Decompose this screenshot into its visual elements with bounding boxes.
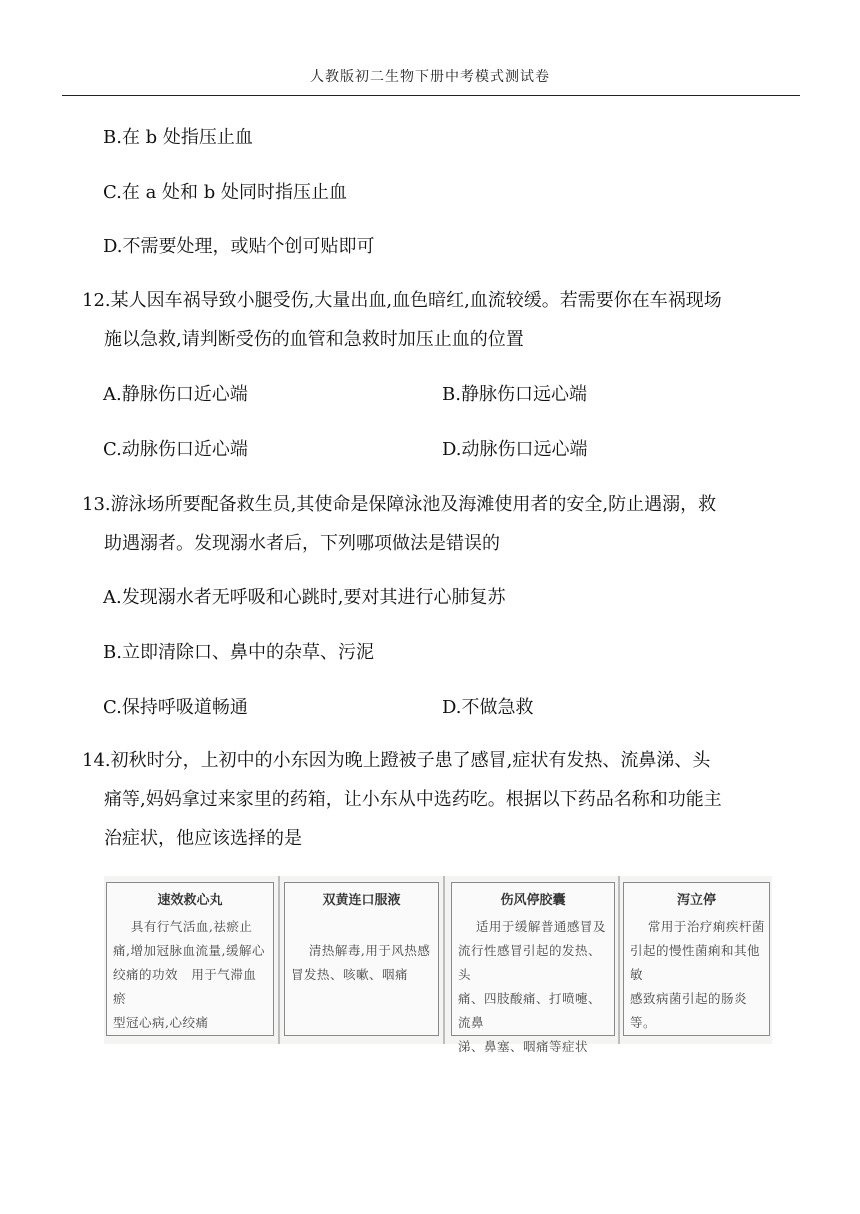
q12-stem-line1: 12.某人因车祸导致小腿受伤,大量出血,血色暗红,血流较缓。若需要你在车祸现场 bbox=[82, 290, 722, 311]
medicine-name: 双黄连口服液 bbox=[322, 893, 401, 908]
card-separator bbox=[278, 876, 280, 1044]
q14-stem-line1: 14.初秋时分，上初中的小东因为晚上蹬被子患了感冒,症状有发热、流鼻涕、头 bbox=[82, 750, 711, 771]
q13-stem-line1: 13.游泳场所要配备救生员,其使命是保障泳池及海滩使用者的安全,防止遇溺，救 bbox=[82, 494, 717, 515]
q12-stem-line2: 施以急救,请判断受伤的血管和急救时加压止血的位置 bbox=[104, 329, 524, 350]
q12-option-a: A.静脉伤口近心端 bbox=[103, 384, 248, 405]
medicine-cards-image bbox=[104, 876, 772, 1054]
medicine-name: 伤风停胶囊 bbox=[500, 893, 566, 908]
medicine-name: 泻立停 bbox=[676, 893, 716, 908]
q13-option-b: B.立即清除口、鼻中的杂草、污泥 bbox=[103, 642, 374, 663]
medicine-description: 清热解毒,用于风热感 冒发热、咳嗽、咽痛 bbox=[291, 943, 431, 982]
q14-stem-line2: 痛等,妈妈拿过来家里的药箱，让小东从中选药吃。根据以下药品名称和功能主 bbox=[104, 789, 722, 810]
medicine-card bbox=[106, 882, 274, 1036]
medicine-description: 适用于缓解普通感冒及 流行性感冒引起的发热、头 痛、四肢酸痛、打喷嚏、流鼻 涕、鼻塞、咽痛等症状 bbox=[458, 919, 606, 1054]
medicine-card bbox=[623, 882, 770, 1036]
q11-option-c: C.在 a 处和 b 处同时指压止血 bbox=[103, 182, 347, 203]
q12-option-b: B.静脉伤口远心端 bbox=[442, 384, 587, 405]
q12-option-d: D.动脉伤口远心端 bbox=[442, 439, 588, 460]
medicine-card bbox=[284, 882, 439, 1036]
header-divider bbox=[62, 95, 800, 96]
q11-option-b: B.在 b 处指压止血 bbox=[103, 127, 253, 148]
q14-stem-line3: 治症状，他应该选择的是 bbox=[104, 828, 302, 849]
q11-option-d: D.不需要处理，或贴个创可贴即可 bbox=[103, 236, 375, 257]
q13-option-c: C.保持呼吸道畅通 bbox=[103, 697, 248, 718]
medicine-description: 具有行气活血,祛瘀止 痛,增加冠脉血流量,缓解心 绞痛的功效 用于气滞血瘀 型冠心病,心绞痛 bbox=[113, 919, 265, 1030]
q13-option-d: D.不做急救 bbox=[442, 697, 534, 718]
q13-option-a: A.发现溺水者无呼吸和心跳时,要对其进行心肺复苏 bbox=[103, 587, 506, 608]
medicine-name: 速效救心丸 bbox=[157, 893, 223, 908]
q12-option-c: C.动脉伤口近心端 bbox=[103, 439, 248, 460]
card-separator bbox=[443, 876, 445, 1044]
card-separator bbox=[618, 876, 620, 1044]
medicine-description: 常用于治疗痢疾杆菌 引起的慢性菌痢和其他敏 感致病菌引起的肠炎等。 bbox=[630, 919, 765, 1030]
page-header: 人教版初二生物下册中考模式测试卷 bbox=[310, 69, 550, 85]
q13-stem-line2: 助遇溺者。发现溺水者后，下列哪项做法是错误的 bbox=[104, 533, 500, 554]
medicine-card bbox=[451, 882, 615, 1054]
